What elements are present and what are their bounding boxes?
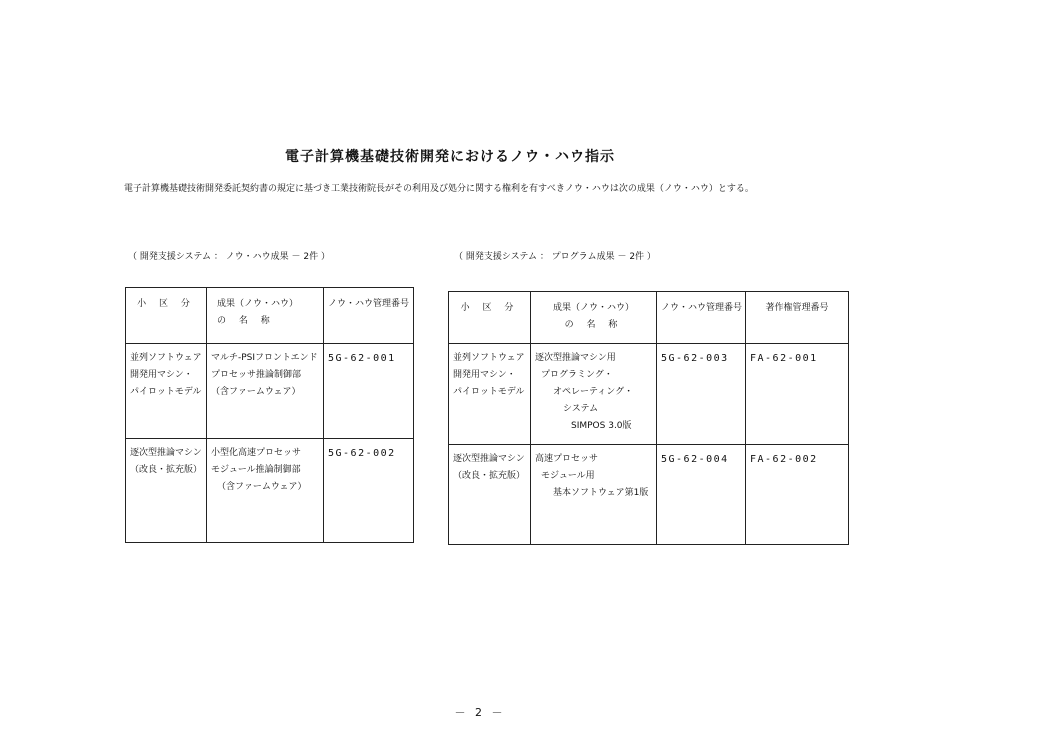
knowhow-table bbox=[125, 287, 414, 543]
table-header-row bbox=[126, 288, 414, 344]
header-name: 成果（ノウ・ハウ） の 名 称 bbox=[207, 288, 324, 344]
header-category: 小 区 分 bbox=[126, 288, 207, 344]
row-number: 5G-62-003 bbox=[657, 344, 746, 445]
intro-paragraph: 電子計算機基礎技術開発委託契約書の規定に基づき工業技術院長がその利用及び処分に関する権利を有すべきノウ・ハウは次の成果（ノウ・ハウ）とする。 bbox=[124, 184, 754, 194]
row-name: 逐次型推論マシン用 プログラミング・ オペレーティング・ システム SIMPOS 3.0版 bbox=[531, 344, 657, 445]
row-category: 並列ソフトウェア 開発用マシン・ パイロットモデル bbox=[449, 344, 531, 445]
row-name: マルチ-PSIフロントエンド プロセッサ推論制御部 （含ファームウェア） bbox=[207, 344, 324, 439]
header-category: 小 区 分 bbox=[449, 292, 531, 344]
header-number: ノウ・ハウ管理番号 bbox=[657, 292, 746, 344]
header-copyright: 著作権管理番号 bbox=[746, 292, 849, 344]
page-number: － 2 － bbox=[454, 706, 506, 719]
row-number: 5G-62-001 bbox=[324, 344, 414, 439]
left-table-caption: （ 開発支援システム ： ノウ・ハウ成果 － 2件 ） bbox=[128, 252, 330, 262]
header-number: ノウ・ハウ管理番号 bbox=[324, 288, 414, 344]
page-title: 電子計算機基礎技術開発におけるノウ・ハウ指示 bbox=[285, 149, 615, 165]
table-row bbox=[126, 344, 414, 439]
table-header-row bbox=[449, 292, 849, 344]
row-category: 逐次型推論マシン （改良・拡充版） bbox=[126, 439, 207, 543]
row-category: 逐次型推論マシン （改良・拡充版） bbox=[449, 445, 531, 545]
row-name: 小型化高速プロセッサ モジュール推論制御部 （含ファームウェア） bbox=[207, 439, 324, 543]
row-copyright: FA-62-002 bbox=[746, 445, 849, 545]
program-table bbox=[448, 291, 849, 545]
table-row bbox=[449, 445, 849, 545]
row-number: 5G-62-002 bbox=[324, 439, 414, 543]
header-name: 成果（ノウ・ハウ） の 名 称 bbox=[531, 292, 657, 344]
table-row bbox=[126, 439, 414, 543]
table-row bbox=[449, 344, 849, 445]
row-copyright: FA-62-001 bbox=[746, 344, 849, 445]
row-category: 並列ソフトウェア 開発用マシン・ パイロットモデル bbox=[126, 344, 207, 439]
row-number: 5G-62-004 bbox=[657, 445, 746, 545]
right-table-caption: （ 開発支援システム ： プログラム成果 － 2件 ） bbox=[454, 252, 656, 262]
row-name: 高速プロセッサ モジュール用 基本ソフトウェア第1版 bbox=[531, 445, 657, 545]
